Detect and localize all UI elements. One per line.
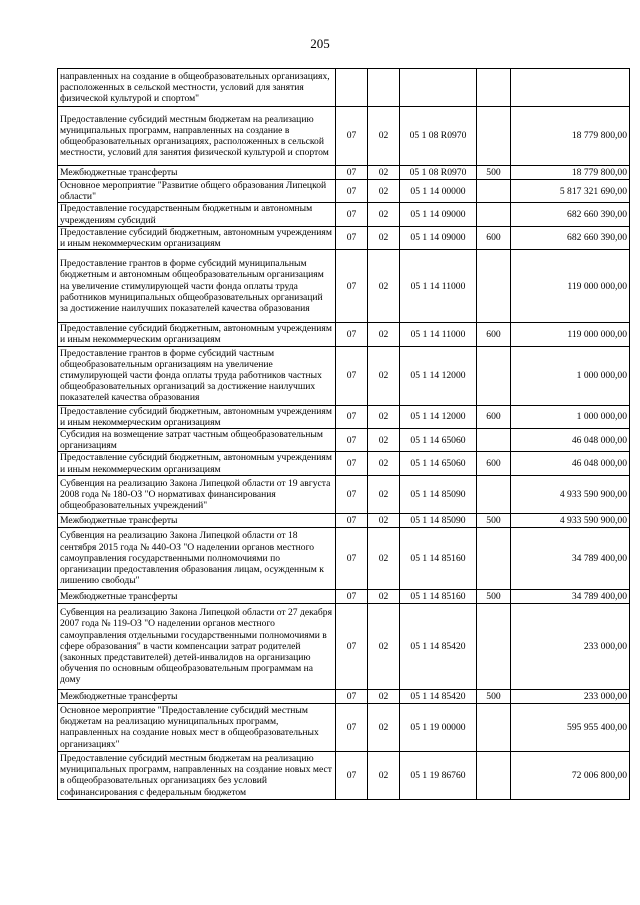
- expense-type-cell: 600: [477, 405, 511, 428]
- subsection-cell: 02: [368, 603, 400, 689]
- expense-type-cell: 500: [477, 166, 511, 180]
- row-name-cell: Предоставление субсидий бюджетным, автономным учреждениям и иным некоммерческим организациям: [58, 452, 336, 475]
- table-row: [58, 226, 630, 249]
- expense-type-cell: [477, 346, 511, 405]
- row-name-cell: Предоставление субсидий местным бюджетам на реализацию муниципальных программ, направленных на создание в общеобразовательных организациях, расположенных в сельской местности, условий для занятия физической культурой и спортом: [58, 107, 336, 166]
- table-row: [58, 452, 630, 475]
- amount-cell: 595 955 400,00: [511, 703, 630, 751]
- row-name-cell: Субвенция на реализацию Закона Липецкой области от 27 декабря 2007 года № 119-ОЗ "О наделении органов местного самоуправления отдельными государственными полномочиями в сфере образования" в части компенсации затрат родителей (законных представителей) детей-инвалидов на организацию обучения по основным общеобразовательным программам на дому: [58, 603, 336, 689]
- subsection-cell: 02: [368, 250, 400, 323]
- target-code-cell: 05 1 14 09000: [400, 226, 477, 249]
- section-cell: 07: [336, 452, 368, 475]
- section-cell: 07: [336, 107, 368, 166]
- expense-type-cell: [477, 250, 511, 323]
- subsection-cell: 02: [368, 405, 400, 428]
- expense-type-cell: 600: [477, 323, 511, 346]
- target-code-cell: 05 1 14 85420: [400, 603, 477, 689]
- section-cell: [336, 69, 368, 107]
- expense-type-cell: 600: [477, 226, 511, 249]
- amount-cell: 18 779 800,00: [511, 107, 630, 166]
- target-code-cell: 05 1 19 86760: [400, 751, 477, 799]
- row-name-cell: Основное мероприятие "Развитие общего образования Липецкой области": [58, 180, 336, 203]
- amount-cell: 34 789 400,00: [511, 589, 630, 603]
- subsection-cell: 02: [368, 203, 400, 226]
- subsection-cell: 02: [368, 323, 400, 346]
- section-cell: 07: [336, 703, 368, 751]
- target-code-cell: 05 1 14 85090: [400, 513, 477, 527]
- target-code-cell: 05 1 08 R0970: [400, 107, 477, 166]
- target-code-cell: 05 1 19 00000: [400, 703, 477, 751]
- table-row: [58, 513, 630, 527]
- expense-type-cell: 500: [477, 689, 511, 703]
- subsection-cell: 02: [368, 513, 400, 527]
- expense-type-cell: 500: [477, 589, 511, 603]
- table-row: [58, 203, 630, 226]
- subsection-cell: 02: [368, 452, 400, 475]
- amount-cell: 18 779 800,00: [511, 166, 630, 180]
- expense-type-cell: [477, 703, 511, 751]
- subsection-cell: 02: [368, 226, 400, 249]
- expense-type-cell: [477, 69, 511, 107]
- subsection-cell: 02: [368, 180, 400, 203]
- target-code-cell: 05 1 14 11000: [400, 250, 477, 323]
- amount-cell: 5 817 321 690,00: [511, 180, 630, 203]
- table-row: [58, 107, 630, 166]
- target-code-cell: 05 1 14 00000: [400, 180, 477, 203]
- section-cell: 07: [336, 475, 368, 513]
- section-cell: 07: [336, 180, 368, 203]
- section-cell: 07: [336, 226, 368, 249]
- section-cell: 07: [336, 751, 368, 799]
- row-name-cell: Предоставление субсидий местным бюджетам на реализацию муниципальных программ, направленных на создание новых мест в общеобразовательных организациях без условий софинансирования с федеральным бюджетом: [58, 751, 336, 799]
- row-name-cell: Предоставление субсидий бюджетным, автономным учреждениям и иным некоммерческим организациям: [58, 405, 336, 428]
- row-name-cell: Предоставление государственным бюджетным и автономным учреждениям субсидий: [58, 203, 336, 226]
- target-code-cell: 05 1 14 65060: [400, 452, 477, 475]
- table-row: [58, 475, 630, 513]
- row-name-cell: Межбюджетные трансферты: [58, 589, 336, 603]
- table-row: [58, 166, 630, 180]
- table-row: [58, 689, 630, 703]
- amount-cell: 1 000 000,00: [511, 405, 630, 428]
- row-name-cell: Межбюджетные трансферты: [58, 166, 336, 180]
- table-row: [58, 69, 630, 107]
- row-name-cell: Межбюджетные трансферты: [58, 513, 336, 527]
- section-cell: 07: [336, 689, 368, 703]
- row-name-cell: Межбюджетные трансферты: [58, 689, 336, 703]
- target-code-cell: 05 1 14 85090: [400, 475, 477, 513]
- expense-type-cell: [477, 751, 511, 799]
- table-row: [58, 429, 630, 452]
- section-cell: 07: [336, 603, 368, 689]
- target-code-cell: 05 1 14 85160: [400, 589, 477, 603]
- section-cell: 07: [336, 166, 368, 180]
- row-name-cell: Предоставление субсидий бюджетным, автономным учреждениям и иным некоммерческим организациям: [58, 323, 336, 346]
- subsection-cell: 02: [368, 166, 400, 180]
- row-name-cell: Основное мероприятие "Предоставление субсидий местным бюджетам на реализацию муниципальных программ, направленных на создание новых мест в общеобразовательных организациях": [58, 703, 336, 751]
- section-cell: 07: [336, 589, 368, 603]
- target-code-cell: 05 1 14 65060: [400, 429, 477, 452]
- table-row: [58, 323, 630, 346]
- subsection-cell: 02: [368, 527, 400, 589]
- subsection-cell: 02: [368, 589, 400, 603]
- target-code-cell: [400, 69, 477, 107]
- target-code-cell: 05 1 14 12000: [400, 346, 477, 405]
- table-row: [58, 703, 630, 751]
- target-code-cell: 05 1 14 85420: [400, 689, 477, 703]
- section-cell: 07: [336, 250, 368, 323]
- expense-type-cell: [477, 180, 511, 203]
- amount-cell: 119 000 000,00: [511, 250, 630, 323]
- target-code-cell: 05 1 14 11000: [400, 323, 477, 346]
- page-number: 205: [310, 36, 330, 51]
- amount-cell: [511, 69, 630, 107]
- subsection-cell: 02: [368, 703, 400, 751]
- target-code-cell: 05 1 14 12000: [400, 405, 477, 428]
- amount-cell: 1 000 000,00: [511, 346, 630, 405]
- amount-cell: 34 789 400,00: [511, 527, 630, 589]
- target-code-cell: 05 1 14 09000: [400, 203, 477, 226]
- section-cell: 07: [336, 323, 368, 346]
- expense-type-cell: [477, 603, 511, 689]
- expense-type-cell: [477, 107, 511, 166]
- expense-type-cell: [477, 527, 511, 589]
- section-cell: 07: [336, 513, 368, 527]
- amount-cell: 119 000 000,00: [511, 323, 630, 346]
- table-row: [58, 405, 630, 428]
- amount-cell: 72 006 800,00: [511, 751, 630, 799]
- subsection-cell: 02: [368, 429, 400, 452]
- table-row: [58, 346, 630, 405]
- expense-type-cell: 600: [477, 452, 511, 475]
- section-cell: 07: [336, 527, 368, 589]
- amount-cell: 46 048 000,00: [511, 452, 630, 475]
- table-row: [58, 180, 630, 203]
- amount-cell: 46 048 000,00: [511, 429, 630, 452]
- subsection-cell: 02: [368, 689, 400, 703]
- row-name-cell: Субвенция на реализацию Закона Липецкой области от 19 августа 2008 года № 180-ОЗ "О нормативах финансирования общеобразовательных учреждений": [58, 475, 336, 513]
- target-code-cell: 05 1 08 R0970: [400, 166, 477, 180]
- amount-cell: 233 000,00: [511, 689, 630, 703]
- row-name-cell: Предоставление грантов в форме субсидий муниципальным бюджетным и автономным общеобразовательным организациям на увеличение стимулирующей части фонда оплаты труда работников муниципальных общеобразовательных организаций за достижение наилучших показателей качества образования: [58, 250, 336, 323]
- subsection-cell: 02: [368, 346, 400, 405]
- table-row: [58, 751, 630, 799]
- expense-type-cell: [477, 429, 511, 452]
- amount-cell: 233 000,00: [511, 603, 630, 689]
- subsection-cell: 02: [368, 107, 400, 166]
- row-name-cell: Субвенция на реализацию Закона Липецкой области от 18 сентября 2015 года № 440-ОЗ "О наделении органов местного самоуправления государственными полномочиями по организации предоставления образования лицам, осужденным к лишению свободы": [58, 527, 336, 589]
- subsection-cell: 02: [368, 751, 400, 799]
- expense-type-cell: [477, 203, 511, 226]
- section-cell: 07: [336, 429, 368, 452]
- amount-cell: 682 660 390,00: [511, 203, 630, 226]
- expense-type-cell: 500: [477, 513, 511, 527]
- row-name-cell: Предоставление грантов в форме субсидий частным общеобразовательным организациям на увеличение стимулирующей части фонда оплаты труда работников частных общеобразовательных организаций за достижение наилучших показателей качества образования: [58, 346, 336, 405]
- section-cell: 07: [336, 346, 368, 405]
- row-name-cell: направленных на создание в общеобразовательных организациях, расположенных в сельской местности, условий для занятия физической культурой и спортом": [58, 69, 336, 107]
- budget-table: [57, 68, 630, 800]
- table-row: [58, 250, 630, 323]
- target-code-cell: 05 1 14 85160: [400, 527, 477, 589]
- row-name-cell: Предоставление субсидий бюджетным, автономным учреждениям и иным некоммерческим организациям: [58, 226, 336, 249]
- table-row: [58, 603, 630, 689]
- amount-cell: 682 660 390,00: [511, 226, 630, 249]
- table-row: [58, 527, 630, 589]
- subsection-cell: 02: [368, 475, 400, 513]
- section-cell: 07: [336, 405, 368, 428]
- table-row: [58, 589, 630, 603]
- expense-type-cell: [477, 475, 511, 513]
- amount-cell: 4 933 590 900,00: [511, 513, 630, 527]
- row-name-cell: Субсидия на возмещение затрат частным общеобразовательным организациям: [58, 429, 336, 452]
- section-cell: 07: [336, 203, 368, 226]
- amount-cell: 4 933 590 900,00: [511, 475, 630, 513]
- subsection-cell: [368, 69, 400, 107]
